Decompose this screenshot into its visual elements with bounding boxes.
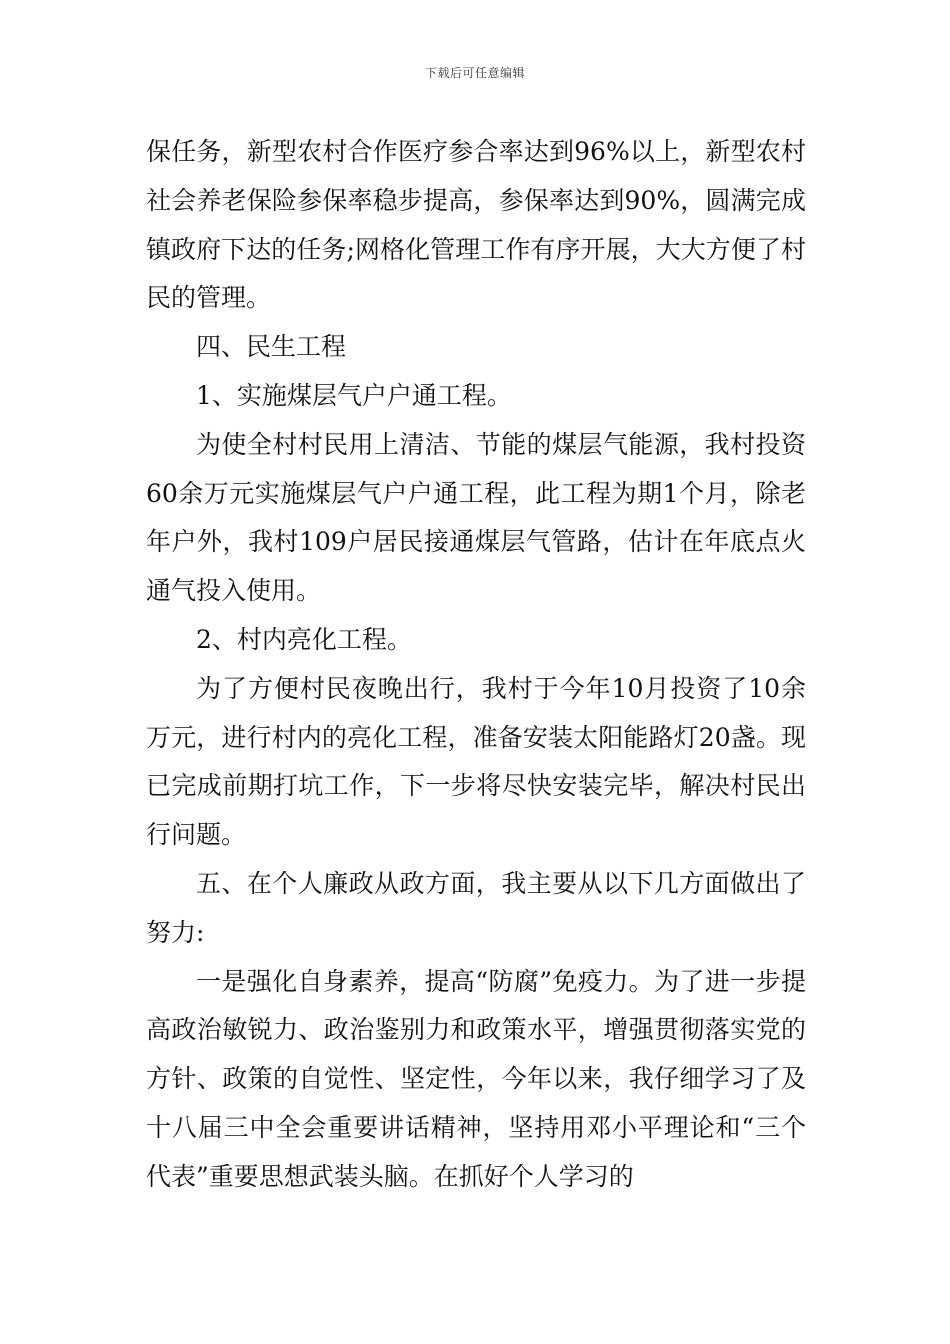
page-header-note: 下载后可任意编辑 bbox=[424, 66, 525, 80]
document-body bbox=[146, 128, 806, 1202]
paragraph: 为了方便村民夜晚出行，我村于今年10月投资了10余万元，进行村内的亮化工程，准备安装太阳能路灯20盏。现已完成前期打坑工作，下一步将尽快安装完毕，解决村民出行问题。 bbox=[146, 673, 806, 850]
paragraph: 保任务，新型农村合作医疗参合率达到96%以上，新型农村社会养老保险参保率稳步提高，参保率达到90%，圆满完成镇政府下达的任务;网格化管理工作有序开展，大大方便了村民的管理。 bbox=[146, 137, 806, 313]
paragraph: 为使全村村民用上清洁、节能的煤层气能源，我村投资60余万元实施煤层气户户通工程，此工程为期1个月，除老年户外，我村109户居民接通煤层气管路，估计在年底点火通气投入使用。 bbox=[146, 429, 806, 606]
section-heading: 四、民生工程 bbox=[196, 332, 347, 362]
subsection-heading: 1、实施煤层气户户通工程。 bbox=[196, 380, 512, 410]
paragraph: 一是强化自身素养，提高“防腐”免疫力。为了进一步提高政治敏锐力、政治鉴别力和政策水平，增强贯彻落实党的方针、政策的自觉性、坚定性，今年以来，我仔细学习了及十八届三中全会重要讲话精神，坚持用邓小平理论和“三个代表”重要思想武装头脑。在抓好个人学习的 bbox=[146, 966, 806, 1191]
section-heading: 五、在个人廉政从政方面，我主要从以下几方面做出了努力: bbox=[146, 868, 806, 947]
subsection-heading: 2、村内亮化工程。 bbox=[196, 624, 412, 654]
